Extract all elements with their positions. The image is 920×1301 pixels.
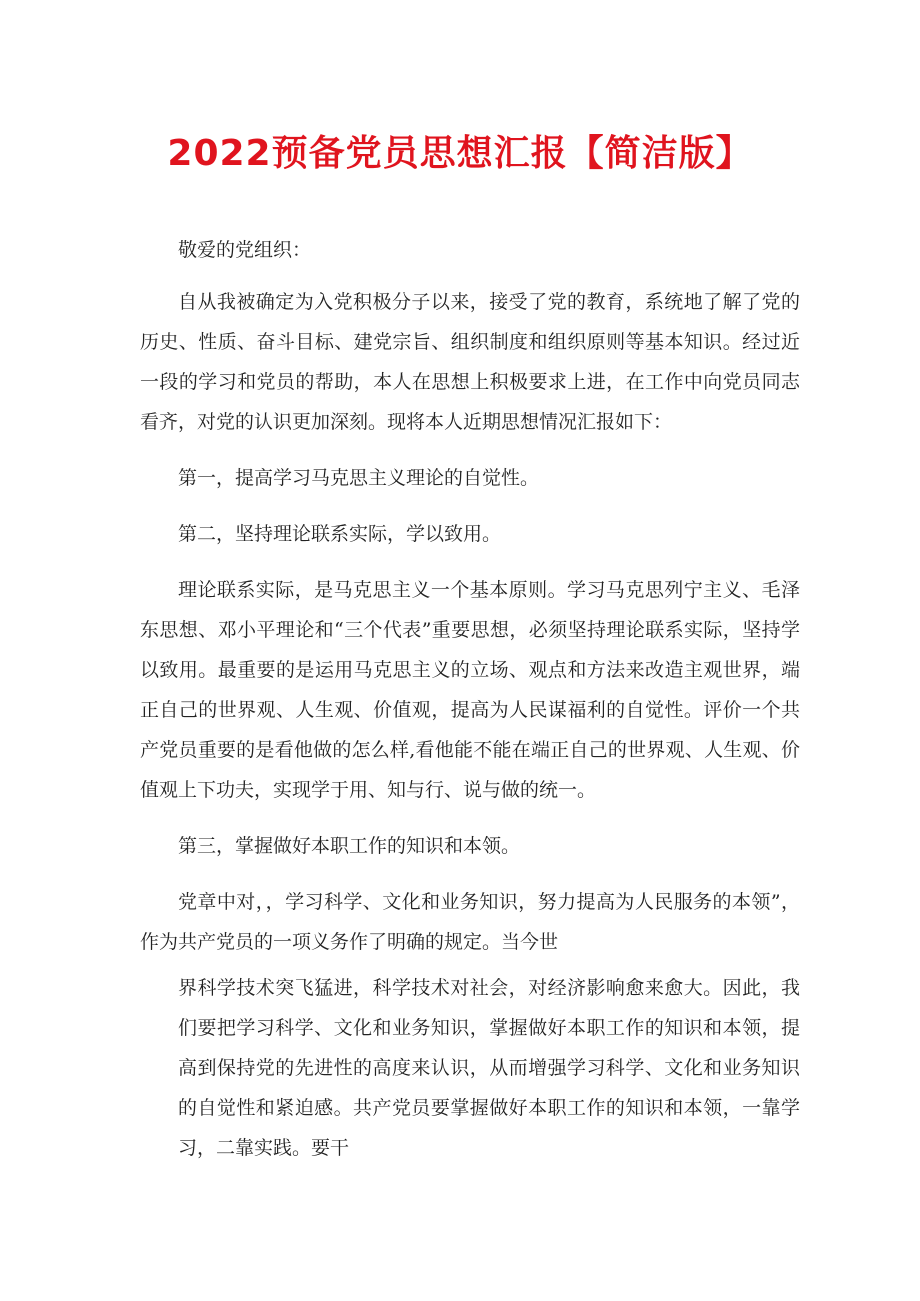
paragraph-theory-practice: 理论联系实际，是马克思主义一个基本原则。学习马克思列宁主义、毛泽东思想、邓小平理论和“三个代表”重要思想，必须坚持理论联系实际，坚持学以致用。最重要的是运用马克思主义的立场、观点和方法来改造主观世界，端正自己的世界观、人生观、价值观，提高为人民谋福利的自觉性。评价一个共产党员重要的是看他做的怎么样,看他能不能在端正自己的世界观、人生观、价值观上下功夫，实现学于用、知与行、说与做的统一。 — [140, 579, 800, 801]
document-title: 2022预备党员思想汇报【简洁版】 — [167, 133, 753, 174]
heading-point-three: 第三，掌握做好本职工作的知识和本领。 — [178, 835, 521, 857]
heading-point-one: 第一，提高学习马克思主义理论的自觉性。 — [178, 467, 540, 489]
paragraph-intro: 自从我被确定为入党积极分子以来，接受了党的教育，系统地了解了党的历史、性质、奋斗目标、建党宗旨、组织制度和组织原则等基本知识。经过近一段的学习和党员的帮助，本人在思想上积极要求上进，在工作中向党员同志看齐，对党的认识更加深刻。现将本人近期思想情况汇报如下： — [140, 291, 800, 433]
salutation: 敬爱的党组织： — [178, 239, 312, 261]
paragraph-party-constitution: 党章中对，，学习科学、文化和业务知识，努力提高为人民服务的本领”，作为共产党员的一项义务作了明确的规定。当今世 — [140, 891, 800, 953]
document-body — [140, 230, 800, 1159]
heading-point-two: 第二，坚持理论联系实际，学以致用。 — [178, 523, 502, 545]
paragraph-science-technology: 界科学技术突飞猛进，科学技术对社会，对经济影响愈来愈大。因此，我们要把学习科学、文化和业务知识，掌握做好本职工作的知识和本领，提高到保持党的先进性的高度来认识，从而增强学习科学、文化和业务知识的自觉性和紧迫感。共产党员要掌握做好本职工作的知识和本领，一靠学习，二靠实践。要干 — [178, 977, 800, 1159]
